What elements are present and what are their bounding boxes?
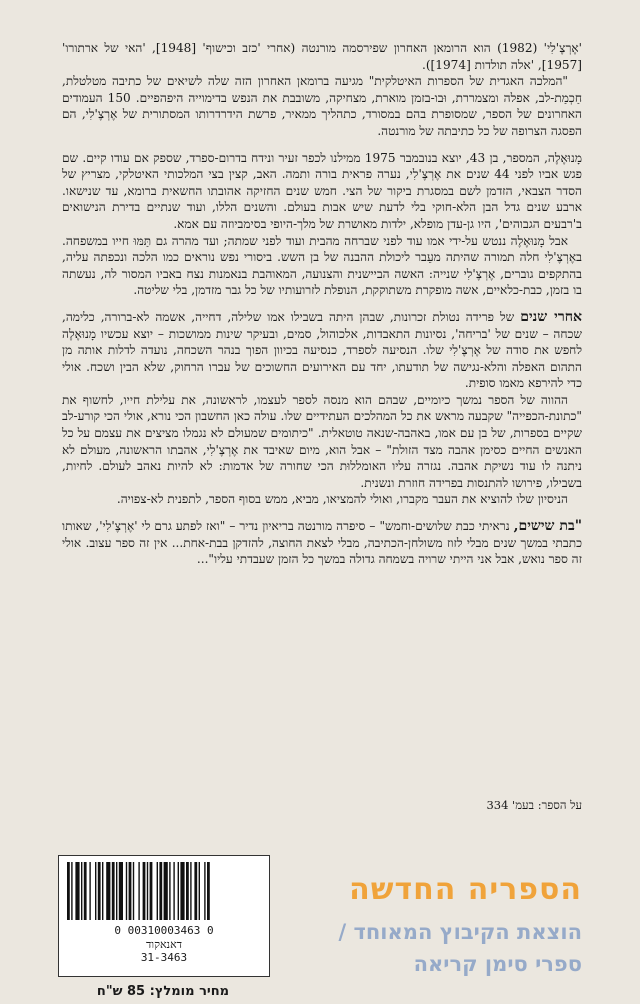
- barcode-stripe: [199, 862, 200, 920]
- barcode-stripe: [164, 862, 168, 920]
- barcode-stripe: [173, 862, 174, 920]
- barcode-stripe: [116, 862, 117, 920]
- barcode-stripe: [150, 862, 153, 920]
- subseries-name: ספרי סימן קריאה: [413, 952, 582, 976]
- barcode-stripe: [159, 862, 162, 920]
- paragraph-2: "המלכה האגדית של הספרות האיטלקית" מגיעה ברומאן האחרון הזה שלה לשיאים של כתיבה מטלטלת, חַכְמַת-לב, אפלה ומצמררת, וּבו-בזמן מוארת, מצחיקה, משובבת את הנפש בדימוייה היפהפיים. 150 העמודים האחרונים של הספר, שמסופרת בהם במסורד, כתהליך ממאיר, פרשת הידרדרותו המסתורית של אֶרְצֶ'לִי, הם הפסגה הצרופה של כל כתיבתה של מורנטה.: [62, 74, 582, 138]
- barcode-stripe: [119, 862, 123, 920]
- barcode-stripe: [138, 862, 139, 920]
- barcode-number: 0 00310003463 0: [114, 924, 214, 937]
- barcode-stripe: [129, 862, 132, 920]
- price-label: מחיר מומלץ: 85 ש"ח: [96, 984, 230, 999]
- barcode-stripe: [169, 862, 170, 920]
- barcode-stripe: [81, 862, 82, 920]
- barcode-stripe: [75, 862, 79, 920]
- barcode-stripe: [194, 862, 197, 920]
- paragraph-1: 'אֶרְצֶ'לִי' (1982) הוא הרומאן האחרון שפירסמה מורנטה (אחרי 'כזב וכישוף' [1948], 'האי של ארתורו' [1957], 'אלה תולדות [1974]).: [62, 41, 582, 72]
- barcode-stripe: [102, 862, 103, 920]
- barcode-stripe: [98, 862, 101, 920]
- barcode-stripe: [157, 862, 158, 920]
- barcode-stripe: [133, 862, 134, 920]
- paragraph-4: אבל מָנוּאֶלֶה ננטש על-ידי אמו עוד לפני שברחה מהבית ועוד לפני שמתה; ועד מהרה גם תַּמּוּ חייו במשפחה. באֶרְצֶ'לִי חלה תמורה שהיתה מעֵבר ליכולת ההבנה של בן השש. ביסורי נפש נוראים כמו הלכה ונכפתה עליה, בהתקפים גוברים, אֶרְצֶ'לִי שנייה: האשה הביישנית והצנועה, המאוהבת בנאמנות נצח באביו המסור לה, נעשתה בו בזמן, כבת-כלאיים, אשה מופקרת משתוקקת, הנופלת לזרועותיו של כל גבר מזדמן, בלי שליטה.: [62, 233, 582, 298]
- barcode-stripe: [204, 862, 205, 920]
- barcode-stripe: [112, 862, 115, 920]
- paragraph-5: אחרי שנים של פרידה נטולת זכרונות, שבהן היתה בשבילו אמו שלילה, דחייה, אשמה לא-ברורה, כלימה, שכחה – שנים של 'בריחה', נסיונות התאבדות, אלכוהול, סמים, ובעיקר שינות ממושכות – יוצא עכשיו מָנוּאֶלֶה לחפש את סודה של אֶרְצֶ'לִי שלו. הנסיעה לספרד, כנסיעה בכיוון הפוך בנהר השכחה, נועדה לדלות אותה מן התהום האפלה והלא-נגישה של תודעתו, יחד עם האירועים החשוכים של עברו הרחוק, שלא הבין ושכח. אולי כדי להירפא מאמו סופית.: [62, 308, 582, 391]
- barcode-stripe: [67, 862, 70, 920]
- paragraph-8-lead: "בת שישים,: [513, 518, 583, 535]
- paragraph-8: "בת שישים, נראיתי כבת שלושים-וחמש" – סיפרה מורנטה בריאיון נדיר – "ואז לפתע גרם לי 'אֶרְצֶ'לִי', שאותו כתבתי במשך שנים מבלי לזוז משולחן-הכתיבה, מבלי לצאת החוצה, להזדקן בבת-אחת... אין זה ספר עצוב. אולי זה ספר נואש, אבל אני הייתי שרויה בשמחה גדולה במשך כל הזמן שעבדתי עליו"...: [62, 518, 583, 567]
- barcode-stripe: [180, 862, 184, 920]
- barcode-stripe: [106, 862, 110, 920]
- series-title: הספריה החדשה: [349, 872, 582, 907]
- paragraph-6: ההווה של הספר נמשך כיומיים, שבהם הוא מנסה לספר לעצמו, לראשונה, את עלילת חייו, לחשוף את "כתונת-הכפייה" שקבעה מראש את כל המהלכים העתידיים שלו. עולה כאן החשבון הכי נורא, אולי הכי קורע-לב שקיים בספרות, של בן עם אמו, באהבה-שנאה טוטאלית. "כיתומים שמעולם לא נגמלו מציצים את עצמם על כל האנשים החיים כסימן אהבה מצד הזולת" – אבל הוא, מיום שאיבד את אֶרְצֶ'לִי, אהבתו הראשונה, מעולם לא ניתנה לו עוד נשיקת אהבה. נגזרה עליו האומללוּת הכי שחורה של אדמות: לא להיות נאהב לעולם. לחיות, בשבילו, פירושו להתנסות בפרידה חוזרת ונשנית.: [62, 392, 582, 490]
- barcode-stripe: [84, 862, 87, 920]
- barcode-stripe: [71, 862, 72, 920]
- barcode-stripe: [89, 862, 90, 920]
- paragraph-7: הניסיון שלו להוציא את העבר מקברו, ואולי להמציאו, מביא, ממש בסוף הספר, לתפנית לא-צפויה.: [116, 492, 568, 507]
- barcode: [58, 855, 270, 977]
- publisher-name: הוצאת הקיבוץ המאוחד /: [338, 920, 582, 944]
- barcode-stripe: [95, 862, 96, 920]
- barcode-stripe: [147, 862, 148, 920]
- paragraph-3: מָנוּאֶלֶה, המספר, בן 43, יוצא בנובמבר 1975 ממילנו לכפר זעיר ונידח בדרום-ספרד, שספק אם עודו קיים. שם פגש אביו לפני 44 שנים את אֶרְצֶ'לִי, נערה פראית בורה ותמה. האב, קצין בצי המלכותי האיטלקי, מצריץ של הסדר הצבאי, הזדמן לשם במסגרת ביקור של הצי. חמש שנים החזיקה אהובתו החשאית ברומא, עד שנישאו. ארבע שנים גדל הבן הלא-חוקי בלי לדעת שיש אבות בעולם. והשנים הללו, ועוד שנתיים בדירת הנישואים ב'רבעים הגבוהים', היו גן-עדן מופלא, ילדות מאושרת של מלך-היופי בסימביוזה עם אמא.: [62, 150, 582, 231]
- barcode-stripe: [143, 862, 146, 920]
- about-cover-note: על הספר: בעמ' 334: [486, 798, 582, 812]
- paragraph-5-lead: אחרי שנים: [520, 308, 582, 325]
- barcode-stripe: [207, 862, 210, 920]
- barcode-bars: [67, 862, 261, 920]
- blurb-text: [62, 40, 582, 568]
- barcode-stripe: [190, 862, 191, 920]
- barcode-stripe: [126, 862, 127, 920]
- barcode-stripe: [178, 862, 179, 920]
- barcode-label: דאנאקוד: [145, 938, 183, 951]
- barcode-stripe: [186, 862, 189, 920]
- barcode-code: 31-3463: [140, 951, 188, 964]
